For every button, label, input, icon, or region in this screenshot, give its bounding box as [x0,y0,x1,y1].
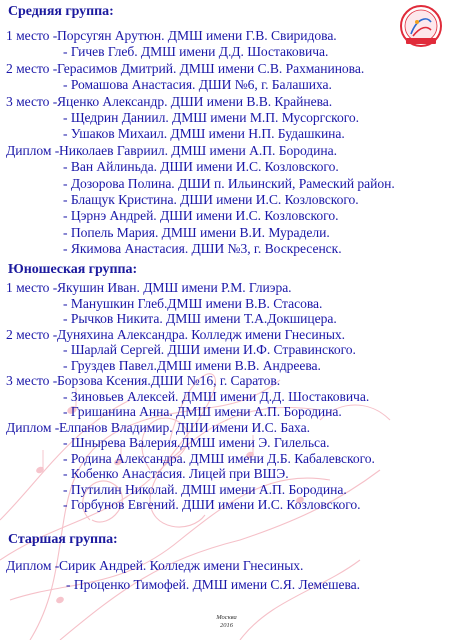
award-entry: - Шнырева Валерия.ДМШ имени Э. Гилельса. [63,435,330,450]
award-entry: - Попель Мария. ДМШ имени В.И. Мурадели. [63,224,330,240]
footer-city: Москва [216,614,237,621]
award-label: 2 место - [6,326,58,342]
award-entry: - Родина Александра. ДМШ имени Д.Б. Кабалевского. [63,450,375,466]
award-entry: - Кобенко Анастасия. Лицей при ВШЭ. [63,466,289,481]
award-entry: - Груздев Павел.ДМШ имени В.В. Андреева. [63,357,321,373]
award-entry: - Дозорова Полина. ДШИ п. Ильинский, Рамеский район. [63,175,395,191]
award-entry: Герасимов Дмитрий. ДМШ имени С.В. Рахманинова. [57,60,365,76]
award-label: 2 место - [6,60,58,76]
award-entry: - Цэрнэ Андрей. ДШИ имени И.С. Козловского. [63,208,339,224]
section-heading: Средняя группа: [8,4,114,19]
award-entry: - Шарлай Сергей. ДШИ имени И.Ф. Стравинского. [63,342,356,357]
award-entry: - Якимова Анастасия. ДШИ №3, г. Воскресенск. [63,241,342,257]
award-entry: Дуняхина Александра. Колледж имени Гнесиных. [57,326,346,342]
award-label: Диплом - [6,142,60,158]
award-entry: - Проценко Тимофей. ДМШ имени С.Я. Лемешева. [66,577,361,592]
award-entry: - Гичев Глеб. ДМШ имени Д.Д. Шостаковича. [63,44,329,60]
award-entry: Яценко Александр. ДШИ имени В.В. Крайнева. [57,93,333,109]
award-entry: Елпанов Владимир. ДШИ имени И.С. Баха. [59,419,310,435]
section-heading: Старшая группа: [8,532,118,547]
award-entry: - Щедрин Даниил. ДМШ имени М.П. Мусоргского. [63,110,360,125]
award-entry: - Горбунов Евгений. ДШИ имени И.С. Козловского. [63,497,361,512]
award-entry: Николаев Гавриил. ДМШ имени А.П. Бородина. [59,142,337,158]
award-entry: Якушин Иван. ДМШ имени Р.М. Глиэра. [57,280,292,295]
award-entry: - Путилин Николай. ДМШ имени А.П. Бородина. [63,481,347,497]
award-entry: Сирик Андрей. Колледж имени Гнесиных. [59,558,304,573]
award-entry: - Блащук Кристина. ДШИ имени И.С. Козловского. [63,192,359,207]
award-entry: Борзова Ксения.ДШИ №16, г. Саратов. [57,373,281,388]
award-entry: - Ушаков Михаил. ДМШ имени Н.П. Будашкина. [63,126,345,142]
award-label: 1 место - [6,280,58,295]
award-label: 3 место - [6,93,58,109]
award-entry: Порсугян Арутюн. ДМШ имени Г.В. Свиридова. [57,28,337,43]
award-entry: - Манушкин Глеб.ДМШ имени В.В. Стасова. [63,295,323,311]
award-label: Диплом - [6,419,60,435]
award-entry: - Ван Айлиньда. ДШИ имени И.С. Козловского. [63,159,339,175]
award-entry: - Рычков Никита. ДМШ имени Т.А.Докшицера. [63,311,337,326]
award-label: Диплом - [6,558,60,573]
award-label: 1 место - [6,28,58,43]
award-entry: - Ромашова Анастасия. ДШИ №6, г. Балашиха. [63,77,332,93]
footer-year: 2016 [220,622,233,629]
section-heading: Юношеская группа: [8,262,138,277]
award-label: 3 место - [6,373,58,388]
award-entry: - Гришанина Анна. ДМШ имени А.П. Бородина. [63,404,342,419]
award-entry: - Зиновьев Алексей. ДМШ имени Д.Д. Шостаковича. [63,388,370,404]
